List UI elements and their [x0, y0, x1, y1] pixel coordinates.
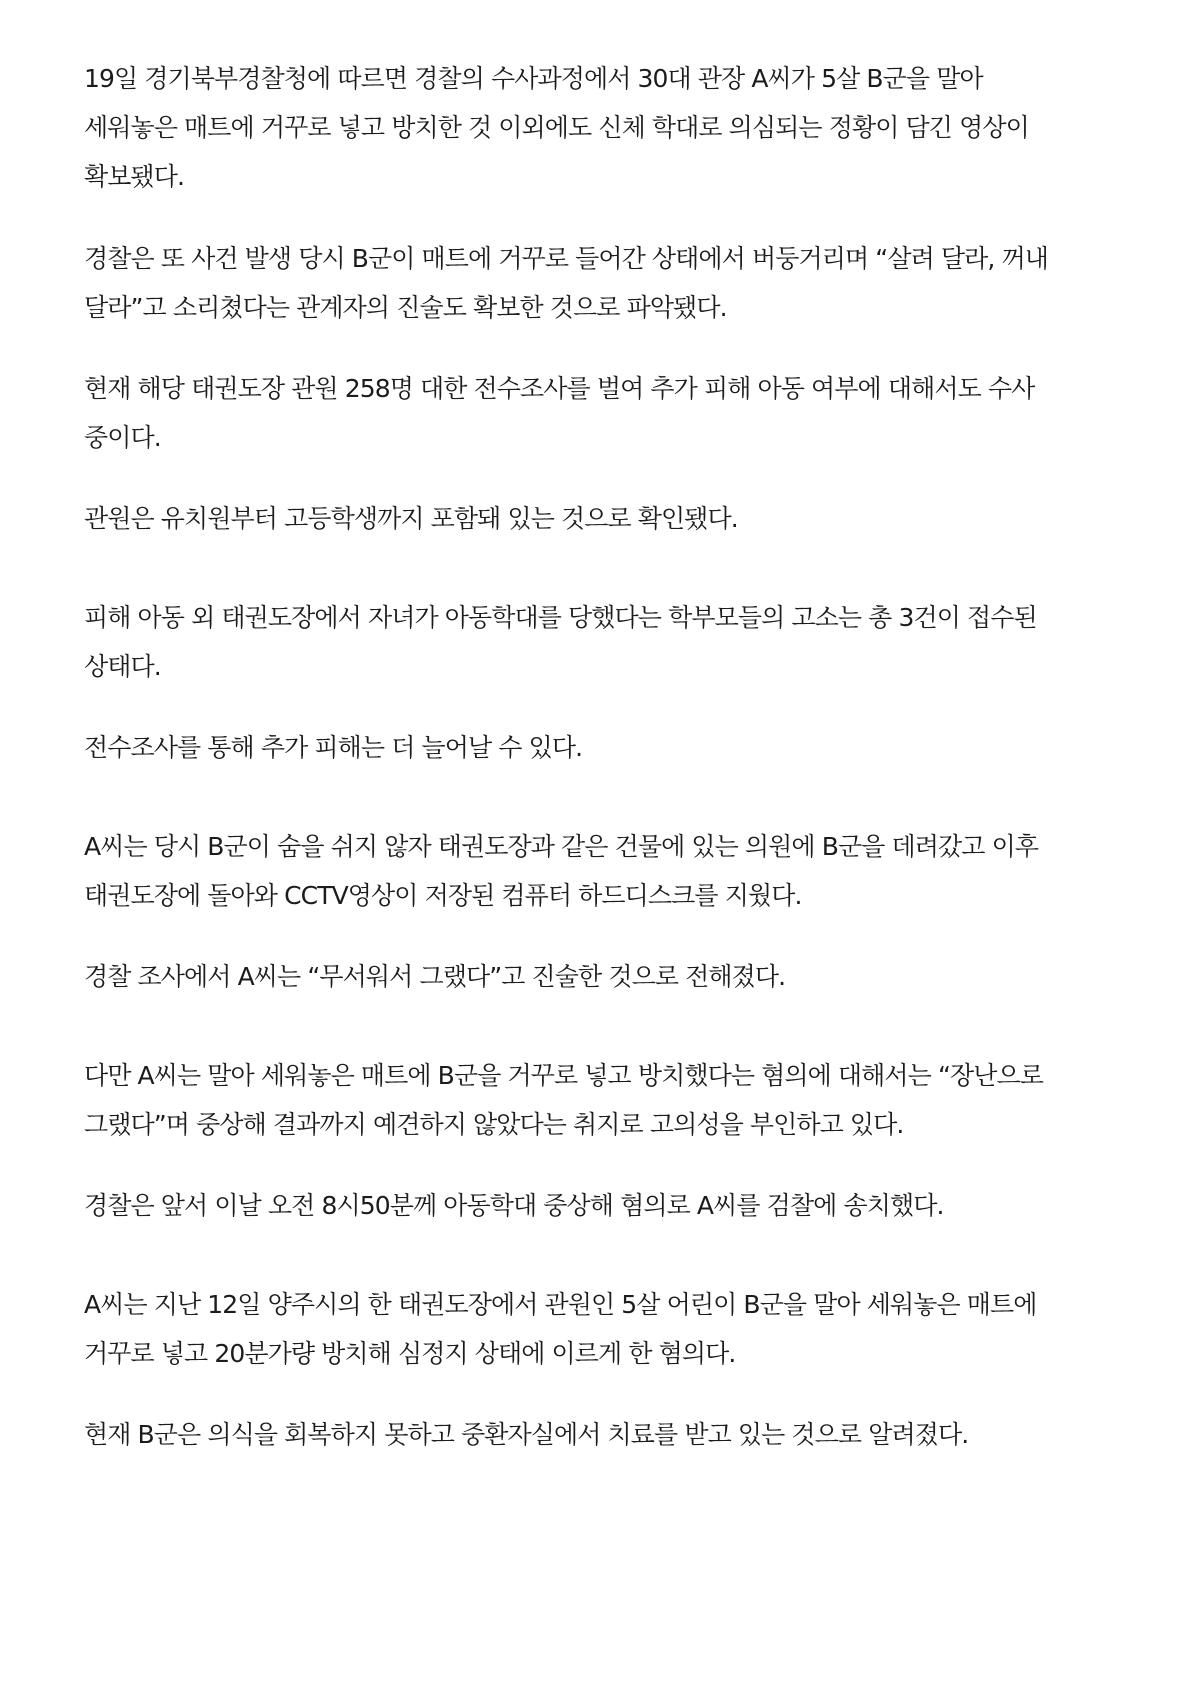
paragraph-line: 세워놓은 매트에 거꾸로 넣고 방치한 것 이외에도 신체 학대로 의심되는 정황이 담긴 영상이: [84, 113, 1029, 142]
paragraph-line: 현재 B군은 의식을 회복하지 못하고 중환자실에서 치료를 받고 있는 것으로 알려졌다.: [84, 1420, 969, 1449]
paragraph-9: [84, 1051, 1144, 1149]
paragraph-4: [84, 494, 1144, 543]
paragraph-line: 거꾸로 넣고 20분가량 방치해 심정지 상태에 이르게 한 혐의다.: [84, 1339, 736, 1368]
paragraph-1: [84, 54, 1144, 201]
paragraph-3: [84, 364, 1144, 462]
paragraph-10: [84, 1181, 1144, 1230]
paragraph-line: 전수조사를 통해 추가 피해는 더 늘어날 수 있다.: [84, 733, 583, 762]
paragraph-line: 태권도장에 돌아와 CCTV영상이 저장된 컴퓨터 하드디스크를 지웠다.: [84, 881, 802, 910]
paragraph-line: 경찰은 또 사건 발생 당시 B군이 매트에 거꾸로 들어간 상태에서 버둥거리며 “살려 달라, 꺼내: [84, 244, 1048, 273]
paragraph-6: [84, 723, 1144, 772]
paragraph-line: 달라”고 소리쳤다는 관계자의 진술도 확보한 것으로 파악됐다.: [84, 293, 727, 322]
paragraph-line: 경찰 조사에서 A씨는 “무서워서 그랬다”고 진술한 것으로 전해졌다.: [84, 962, 786, 991]
paragraph-line: 중이다.: [84, 423, 161, 452]
paragraph-line: 현재 해당 태권도장 관원 258명 대한 전수조사를 벌여 추가 피해 아동 여부에 대해서도 수사: [84, 374, 1035, 403]
paragraph-line: A씨는 지난 12일 양주시의 한 태권도장에서 관원인 5살 어린이 B군을 말아 세워놓은 매트에: [84, 1290, 1037, 1319]
paragraph-11: [84, 1280, 1144, 1378]
paragraph-7: [84, 822, 1144, 920]
paragraph-line: A씨는 당시 B군이 숨을 쉬지 않자 태권도장과 같은 건물에 있는 의원에 B군을 데려갔고 이후: [84, 832, 1039, 861]
paragraph-2: [84, 234, 1144, 332]
paragraph-line: 확보됐다.: [84, 162, 185, 191]
paragraph-12: [84, 1410, 1144, 1459]
paragraph-line: 경찰은 앞서 이날 오전 8시50분께 아동학대 중상해 혐의로 A씨를 검찰에 송치했다.: [84, 1191, 944, 1220]
paragraph-line: 19일 경기북부경찰청에 따르면 경찰의 수사과정에서 30대 관장 A씨가 5살 B군을 말아: [84, 64, 983, 93]
paragraph-line: 그랬다”며 중상해 결과까지 예견하지 않았다는 취지로 고의성을 부인하고 있다.: [84, 1110, 904, 1139]
paragraph-line: 피해 아동 외 태권도장에서 자녀가 아동학대를 당했다는 학부모들의 고소는 총 3건이 접수된: [84, 603, 1037, 632]
paragraph-line: 관원은 유치원부터 고등학생까지 포함돼 있는 것으로 확인됐다.: [84, 504, 738, 533]
paragraph-line: 다만 A씨는 말아 세워놓은 매트에 B군을 거꾸로 넣고 방치했다는 혐의에 대해서는 “장난으로: [84, 1061, 1044, 1090]
paragraph-5: [84, 593, 1144, 691]
paragraph-8: [84, 952, 1144, 1001]
paragraph-line: 상태다.: [84, 652, 161, 681]
